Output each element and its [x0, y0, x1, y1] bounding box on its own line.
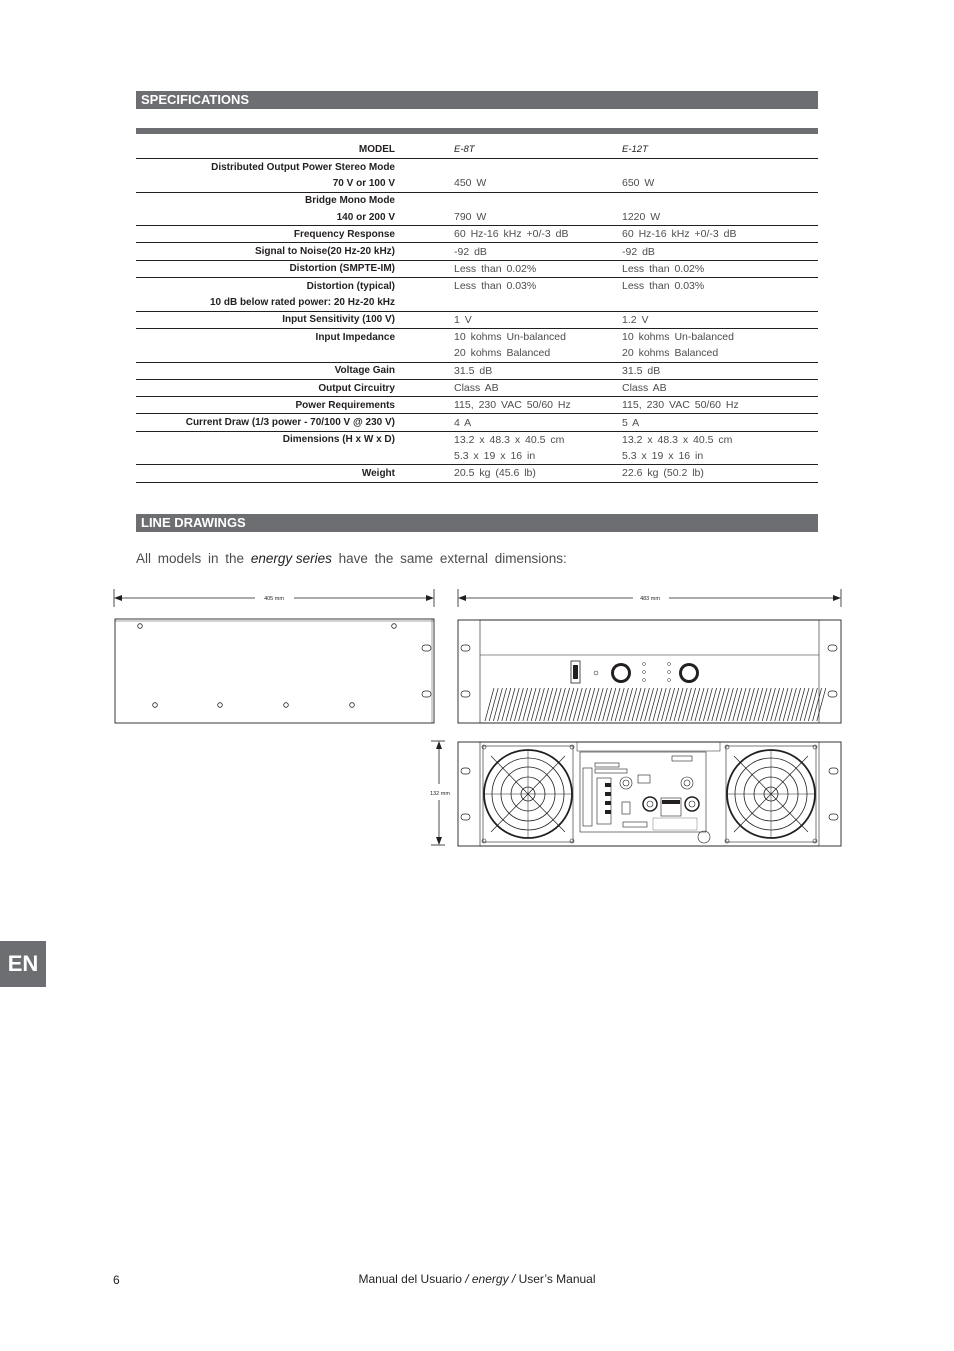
spec-value-e12t: Class AB: [622, 379, 818, 396]
spec-value-e12t: 31.5 dB: [622, 362, 818, 379]
spec-label: Distributed Output Power Stereo Mode: [211, 161, 395, 173]
table-top-rule: [136, 128, 818, 134]
spec-value-e12t: 650 W: [622, 175, 818, 192]
spec-value-e8t: [454, 192, 622, 209]
spec-value-e8t: 115, 230 VAC 50/60 Hz: [454, 397, 622, 414]
spec-row: [136, 192, 818, 209]
spec-row: [136, 345, 818, 362]
spec-label: 10 dB below rated power: 20 Hz-20 kHz: [136, 294, 395, 311]
spec-row: [136, 226, 818, 243]
spec-value-e12t: 13.2 x 48.3 x 40.5 cm: [622, 433, 733, 446]
side-view-drawing: [110, 585, 440, 730]
spec-row: [136, 159, 818, 176]
spec-row: [136, 431, 818, 448]
spec-value-e8t: 4 A: [454, 414, 622, 431]
front-view-drawing: [455, 585, 845, 730]
spec-row: [136, 311, 818, 328]
spec-label: Bridge Mono Mode: [305, 195, 395, 207]
spec-value-e12t: 60 Hz-16 kHz +0/-3 dB: [622, 226, 818, 243]
spec-label: [136, 448, 395, 465]
spec-value-e12t: 115, 230 VAC 50/60 Hz: [622, 397, 818, 414]
spec-row: [136, 175, 818, 192]
spec-label: Voltage Gain: [136, 362, 395, 379]
spec-value-e8t: 60 Hz-16 kHz +0/-3 dB: [454, 226, 622, 243]
page-number: 6: [113, 1273, 120, 1287]
spec-value-e8t: 31.5 dB: [454, 362, 622, 379]
spec-value-e12t: [622, 294, 818, 311]
spec-value-e8t: 20 kohms Balanced: [454, 345, 622, 362]
spec-label: Signal to Noise(20 Hz-20 kHz): [136, 243, 395, 260]
spec-value-e12t: [622, 159, 818, 176]
spec-row: [136, 294, 818, 311]
spec-row: [136, 379, 818, 396]
spec-label: Frequency Response: [136, 226, 395, 243]
spec-label: Output Circuitry: [136, 379, 395, 396]
spec-label: Current Draw (1/3 power - 70/100 V @ 230 V): [136, 414, 395, 431]
spec-value-e8t: 10 kohms Un-balanced: [454, 331, 566, 344]
footer-brand: / energy /: [465, 1272, 516, 1286]
spec-value-e12t: [622, 192, 818, 209]
line-drawings-heading: LINE DRAWINGS: [136, 514, 818, 532]
spec-value-e12t: 10 kohms Un-balanced: [622, 331, 734, 344]
spec-label: Weight: [136, 465, 395, 482]
intro-text-start: All models in the: [136, 551, 251, 566]
spec-label: [136, 345, 395, 362]
spec-label: Distortion (typical): [306, 280, 395, 292]
spec-label: Power Requirements: [136, 397, 395, 414]
header-model-label: MODEL: [136, 140, 395, 159]
width-dimension-label: 483 mm: [640, 596, 660, 602]
intro-text-end: have the same external dimensions:: [331, 551, 567, 566]
specifications-heading: SPECIFICATIONS: [136, 91, 818, 109]
spec-row: [136, 362, 818, 379]
spec-row: [136, 465, 818, 482]
spec-value-e8t: -92 dB: [454, 243, 622, 260]
spec-row: [136, 397, 818, 414]
table-header-row: [136, 140, 818, 159]
spec-value-e12t: 20 kohms Balanced: [622, 345, 818, 362]
spec-value-e8t: 5.3 x 19 x 16 in: [454, 448, 622, 465]
spec-label: 70 V or 100 V: [136, 175, 395, 192]
line-drawings-intro: [136, 551, 567, 566]
spec-value-e12t: 22.6 kg (50.2 lb): [622, 465, 818, 482]
spec-value-e8t: Less than 0.02%: [454, 260, 622, 277]
header-model-e8t: E-8T: [454, 140, 622, 159]
spec-value-e12t: 5.3 x 19 x 16 in: [622, 448, 818, 465]
spec-value-e8t: 790 W: [454, 209, 622, 226]
spec-value-e8t: 20.5 kg (45.6 lb): [454, 465, 622, 482]
spec-row: [136, 414, 818, 431]
spec-value-e8t: Class AB: [454, 379, 622, 396]
spec-value-e8t: [454, 159, 622, 176]
spec-label: Dimensions (H x W x D): [282, 434, 395, 446]
footer-text-end: User’s Manual: [515, 1272, 596, 1286]
spec-value-e8t: 1 V: [454, 311, 622, 328]
spec-value-e8t: [454, 294, 622, 311]
spec-row: [136, 278, 818, 295]
spec-value-e12t: -92 dB: [622, 243, 818, 260]
header-model-e12t: E-12T: [622, 140, 818, 159]
spec-row: [136, 448, 818, 465]
spec-label: Input Impedance: [315, 331, 395, 343]
spec-label: Input Sensitivity (100 V): [136, 311, 395, 328]
spec-label: Distortion (SMPTE-IM): [136, 260, 395, 277]
depth-dimension-label: 405 mm: [264, 596, 284, 602]
language-tab-en: EN: [0, 941, 46, 987]
spec-value-e12t: 1.2 V: [622, 311, 818, 328]
rear-view-drawing: [425, 738, 845, 850]
spec-value-e8t: Less than 0.03%: [454, 280, 537, 293]
spec-value-e12t: Less than 0.03%: [622, 280, 705, 293]
spec-value-e12t: 1220 W: [622, 209, 818, 226]
spec-value-e8t: 450 W: [454, 175, 622, 192]
spec-row: [136, 243, 818, 260]
spec-row: [136, 209, 818, 226]
height-dimension-label: 132 mm: [430, 791, 450, 797]
specifications-table: [136, 140, 818, 483]
intro-brand: energy series: [250, 551, 332, 566]
spec-row: [136, 260, 818, 277]
footer-title: [0, 1272, 954, 1286]
spec-value-e8t: 13.2 x 48.3 x 40.5 cm: [454, 433, 565, 446]
spec-label: 140 or 200 V: [136, 209, 395, 226]
footer-text-start: Manual del Usuario: [358, 1272, 466, 1286]
spec-row: [136, 328, 818, 345]
spec-value-e12t: 5 A: [622, 414, 818, 431]
spec-value-e12t: Less than 0.02%: [622, 260, 818, 277]
